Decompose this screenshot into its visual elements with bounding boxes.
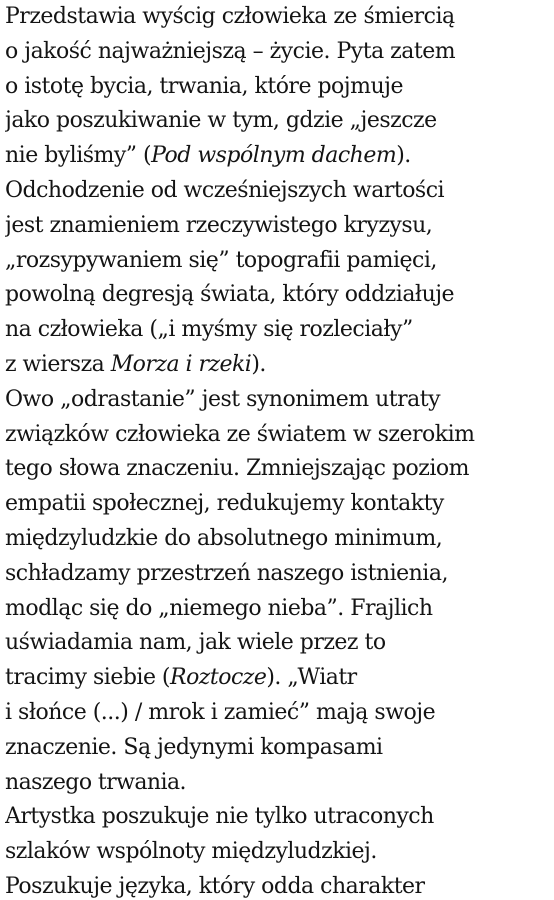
text-segment: „rozsypywaniem się” topografii pamięci, xyxy=(5,247,437,273)
text-segment: międzyludzkie do absolutnego minimum, xyxy=(5,525,443,551)
text-line xyxy=(5,383,554,418)
text-line xyxy=(5,70,554,105)
italic-title: Pod wspólnym dachem xyxy=(151,143,397,169)
text-line xyxy=(5,800,554,835)
italic-title: Morza i rzeki xyxy=(110,351,252,377)
text-line xyxy=(5,0,554,35)
text-segment: ). „Wiatr xyxy=(266,665,357,691)
text-segment: ). xyxy=(396,143,411,169)
text-segment: z wiersza xyxy=(5,351,111,377)
text-segment: naszego trwania. xyxy=(5,769,186,795)
text-line xyxy=(5,35,554,70)
text-segment: tracimy siebie ( xyxy=(5,665,171,691)
text-line xyxy=(5,522,554,557)
text-line xyxy=(5,487,554,522)
text-segment: o istotę bycia, trwania, które pojmuje xyxy=(5,73,403,99)
body-text xyxy=(5,0,554,900)
text-segment: ). xyxy=(251,351,266,377)
text-line xyxy=(5,452,554,487)
text-line xyxy=(5,104,554,139)
text-line xyxy=(5,174,554,209)
italic-title: Roztocze xyxy=(170,665,267,691)
text-segment: Poszukuje języka, który odda charakter xyxy=(5,873,425,899)
text-line xyxy=(5,626,554,661)
text-line xyxy=(5,731,554,766)
text-segment: Odchodzenie od wcześniejszych wartości xyxy=(5,177,445,203)
text-segment: Owo „odrastanie” jest synonimem utraty xyxy=(5,386,441,412)
text-segment: powolną degresją świata, który oddziałuje xyxy=(5,282,455,308)
text-segment: jest znamieniem rzeczywistego kryzysu, xyxy=(5,212,433,238)
text-line xyxy=(5,348,554,383)
text-segment: znaczenie. Są jedynymi kompasami xyxy=(5,734,383,760)
text-segment: modląc się do „niemego nieba”. Frajlich xyxy=(5,595,433,621)
text-line xyxy=(5,418,554,453)
text-line xyxy=(5,835,554,870)
text-line xyxy=(5,209,554,244)
text-line xyxy=(5,278,554,313)
text-segment: i słońce (...) / mrok i zamieć” mają swoje xyxy=(5,699,436,725)
text-line xyxy=(5,766,554,801)
text-segment: schładzamy przestrzeń naszego istnienia, xyxy=(5,560,448,586)
document-page xyxy=(5,0,554,900)
text-segment: na człowieka („i myśmy się rozleciały” xyxy=(5,317,413,343)
text-segment: tego słowa znaczeniu. Zmniejszając poziom xyxy=(5,456,470,482)
text-line xyxy=(5,557,554,592)
text-segment: Przedstawia wyścig człowieka ze śmiercią xyxy=(5,4,455,29)
text-segment: nie byliśmy” ( xyxy=(5,143,152,169)
text-line xyxy=(5,661,554,696)
text-line xyxy=(5,244,554,279)
text-line xyxy=(5,139,554,174)
text-segment: szlaków wspólnoty międzyludzkiej. xyxy=(5,839,377,865)
text-line xyxy=(5,696,554,731)
text-segment: empatii społecznej, redukujemy kontakty xyxy=(5,491,444,517)
text-segment: związków człowieka ze światem w szerokim xyxy=(5,421,475,447)
text-segment: uświadamia nam, jak wiele przez to xyxy=(5,630,386,656)
text-line xyxy=(5,870,554,900)
text-line xyxy=(5,313,554,348)
text-line xyxy=(5,592,554,627)
text-segment: jako poszukiwanie w tym, gdzie „jeszcze xyxy=(5,108,437,134)
text-segment: Artystka poszukuje nie tylko utraconych xyxy=(5,804,434,830)
text-segment: o jakość najważniejszą – życie. Pyta zatem xyxy=(5,38,456,64)
